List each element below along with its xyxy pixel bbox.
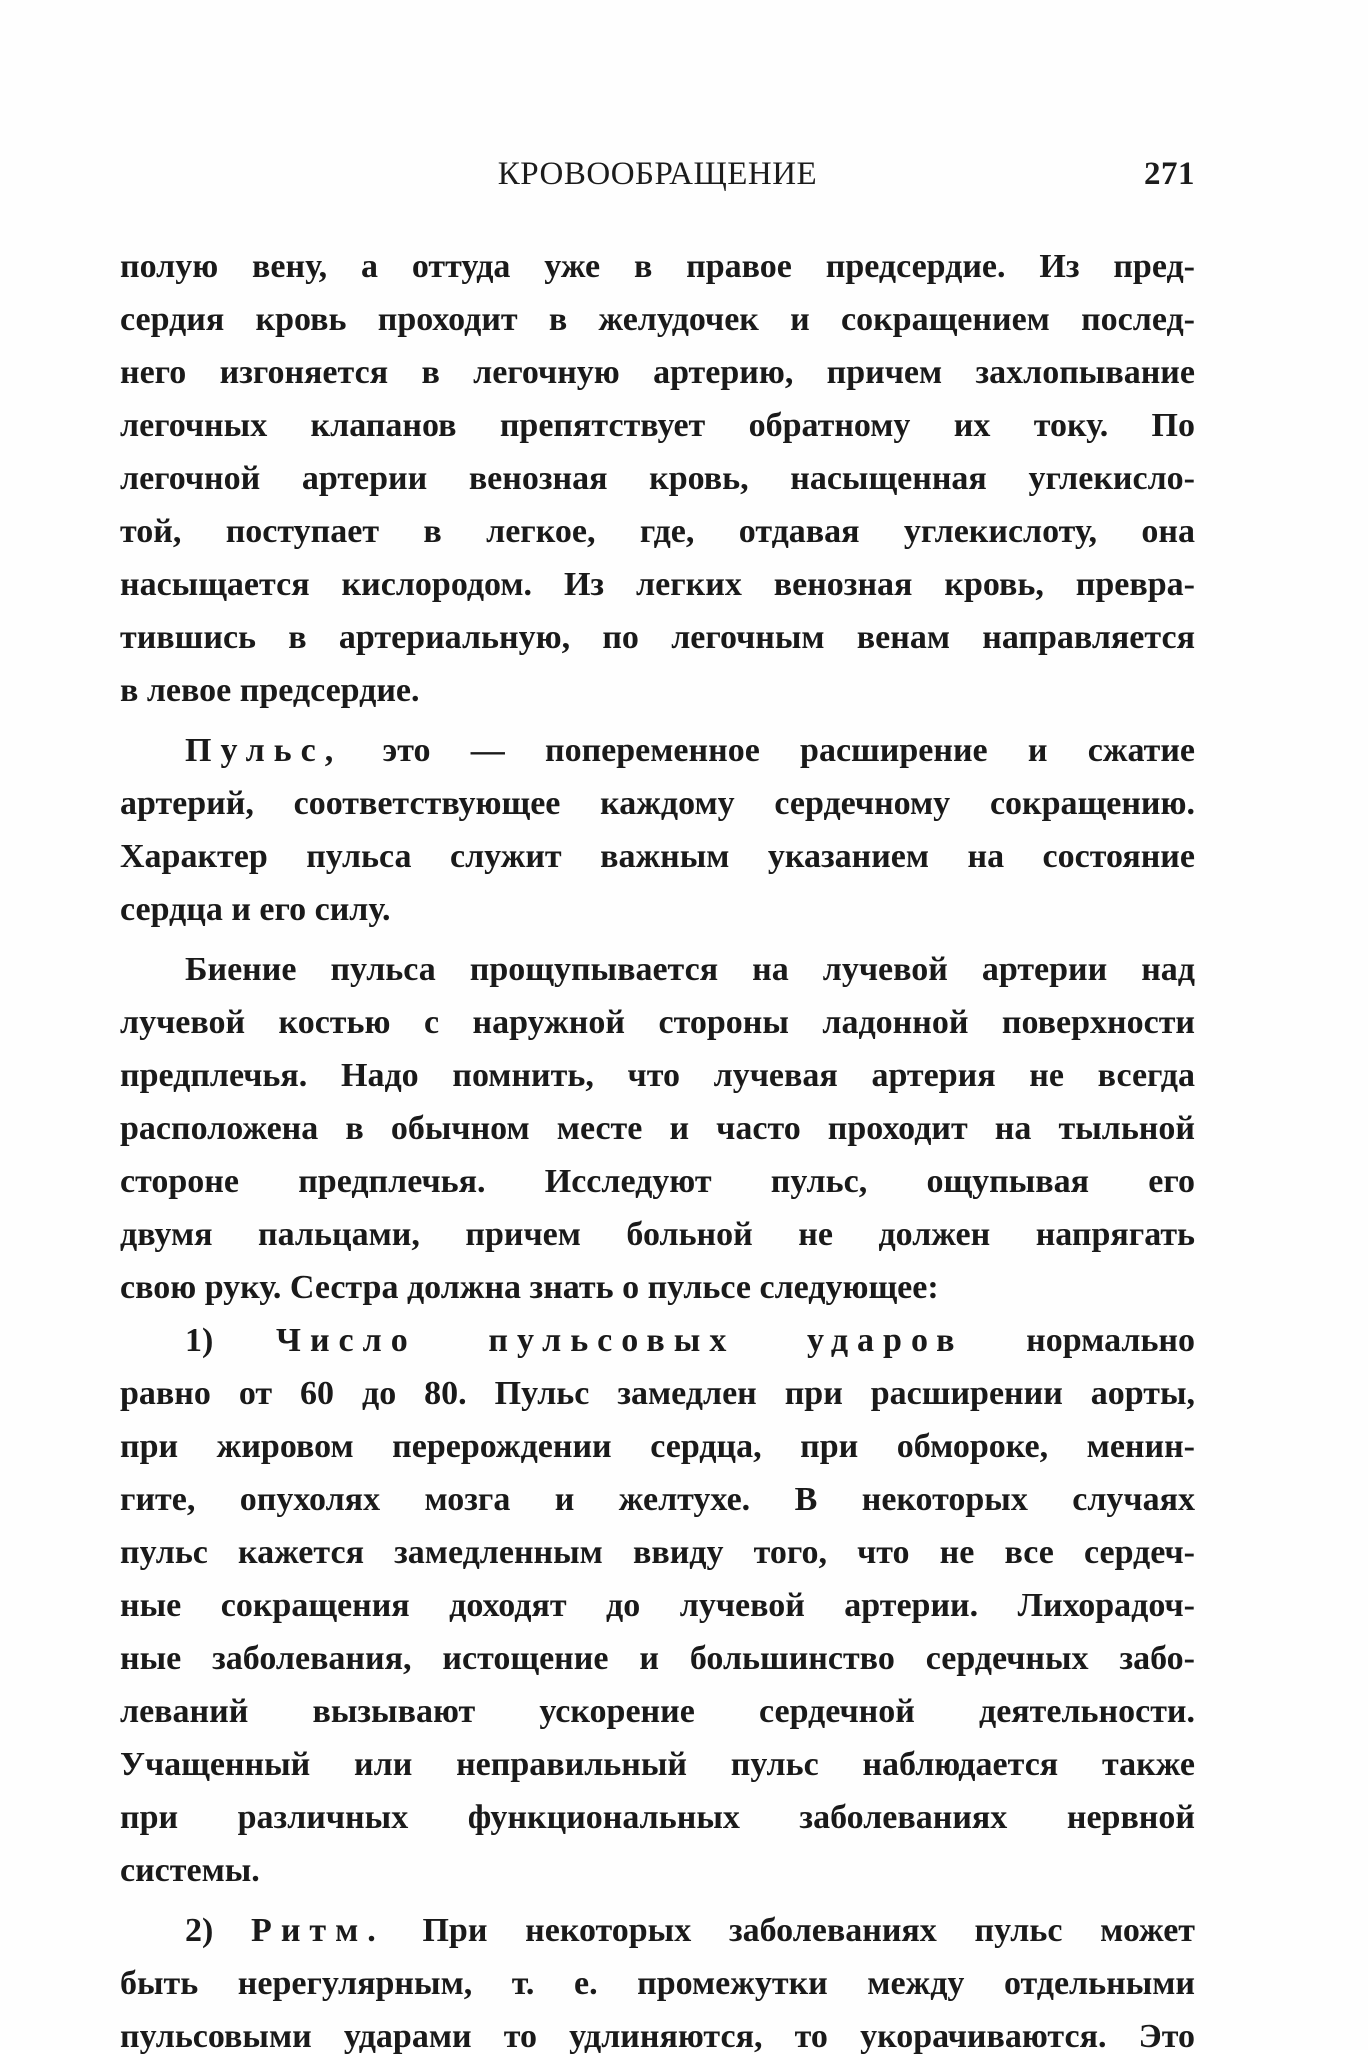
text-run: это — попеременное расширение и сжатие [342, 732, 1195, 769]
text-line: в левое предсердие. [120, 672, 420, 709]
text-line: при жировом перерождении сердца, при обмороке, менин- [120, 1428, 1195, 1465]
text-line: предплечья. Надо помнить, что лучевая артерия не всегда [120, 1057, 1195, 1094]
text-line [120, 1904, 1195, 1957]
text-line: равно от 60 до 80. Пульс замедлен при расширении аорты, [120, 1375, 1195, 1412]
text-run: нормально [963, 1322, 1195, 1359]
text-line: двумя пальцами, причем больной не должен напрягать [120, 1216, 1195, 1253]
text-line [120, 724, 1195, 777]
text-line: тившись в артериальную, по легочным венам направляется [120, 619, 1195, 656]
text-line: лучевой костью с наружной стороны ладонной поверхности [120, 1004, 1195, 1041]
list-number: 2) [185, 1912, 214, 1949]
paragraph-pulse [120, 724, 1195, 936]
chapter-title: КРОВООБРАЩЕНИЕ [497, 156, 818, 192]
running-header [120, 148, 1195, 204]
text-line: свою руку. Сестра должна знать о пульсе следующее: [120, 1269, 939, 1306]
body-text [120, 240, 1195, 2063]
text-line: стороне предплечья. Исследуют пульс, ощупывая его [120, 1163, 1195, 1200]
text-line: ные сокращения доходят до лучевой артерии. Лихорадоч- [120, 1587, 1195, 1624]
text-line: полую вену, а оттуда уже в правое предсердие. Из пред- [120, 248, 1195, 285]
text-line: сердца и его силу. [120, 891, 391, 928]
text-line: легочных клапанов препятствует обратному их току. По [120, 407, 1195, 444]
list-number: 1) [185, 1322, 214, 1359]
text-line: системы. [120, 1852, 260, 1889]
text-line: артерий, соответствующее каждому сердечному сокращению. [120, 785, 1195, 822]
paragraph [120, 943, 1195, 1314]
text-line: той, поступает в легкое, где, отдавая углекислоту, она [120, 513, 1195, 550]
text-line: Биение пульса прощупывается на лучевой артерии над [185, 951, 1195, 988]
text-line [120, 1314, 1195, 1367]
text-line: ные заболевания, истощение и большинство сердечных забо- [120, 1640, 1195, 1677]
text-line: пульс кажется замедленным ввиду того, что не все сердеч- [120, 1534, 1195, 1571]
text-line: Учащенный или неправильный пульс наблюдается также [120, 1746, 1195, 1783]
page-number: 271 [1144, 156, 1195, 192]
spaced-term: Число пульсовых ударов [276, 1322, 964, 1359]
paragraph-pulse-rate [120, 1314, 1195, 1897]
text-line: Характер пульса служит важным указанием на состояние [120, 838, 1195, 875]
text-line: легочной артерии венозная кровь, насыщенная углекисло- [120, 460, 1195, 497]
text-line: сердия кровь проходит в желудочек и сокращением послед- [120, 301, 1195, 338]
text-line: леваний вызывают ускорение сердечной деятельности. [120, 1693, 1195, 1730]
spaced-term: Пульс, [185, 732, 343, 769]
paragraph [120, 240, 1195, 717]
text-line: него изгоняется в легочную артерию, причем захлопывание [120, 354, 1195, 391]
paragraph-rhythm [120, 1904, 1195, 2063]
spaced-term: Ритм. [251, 1912, 385, 1949]
text-line: гите, опухолях мозга и желтухе. В некоторых случаях [120, 1481, 1195, 1518]
text-line: быть нерегулярным, т. е. промежутки между отдельными [120, 1965, 1195, 2002]
text-run: При некоторых заболеваниях пульс может [384, 1912, 1195, 1949]
text-line: при различных функциональных заболеваниях нервной [120, 1799, 1195, 1836]
text-line: пульсовыми ударами то удлиняются, то укорачиваются. Это [120, 2018, 1195, 2055]
text-line: расположена в обычном месте и часто проходит на тыльной [120, 1110, 1195, 1147]
text-line: насыщается кислородом. Из легких венозная кровь, превра- [120, 566, 1195, 603]
